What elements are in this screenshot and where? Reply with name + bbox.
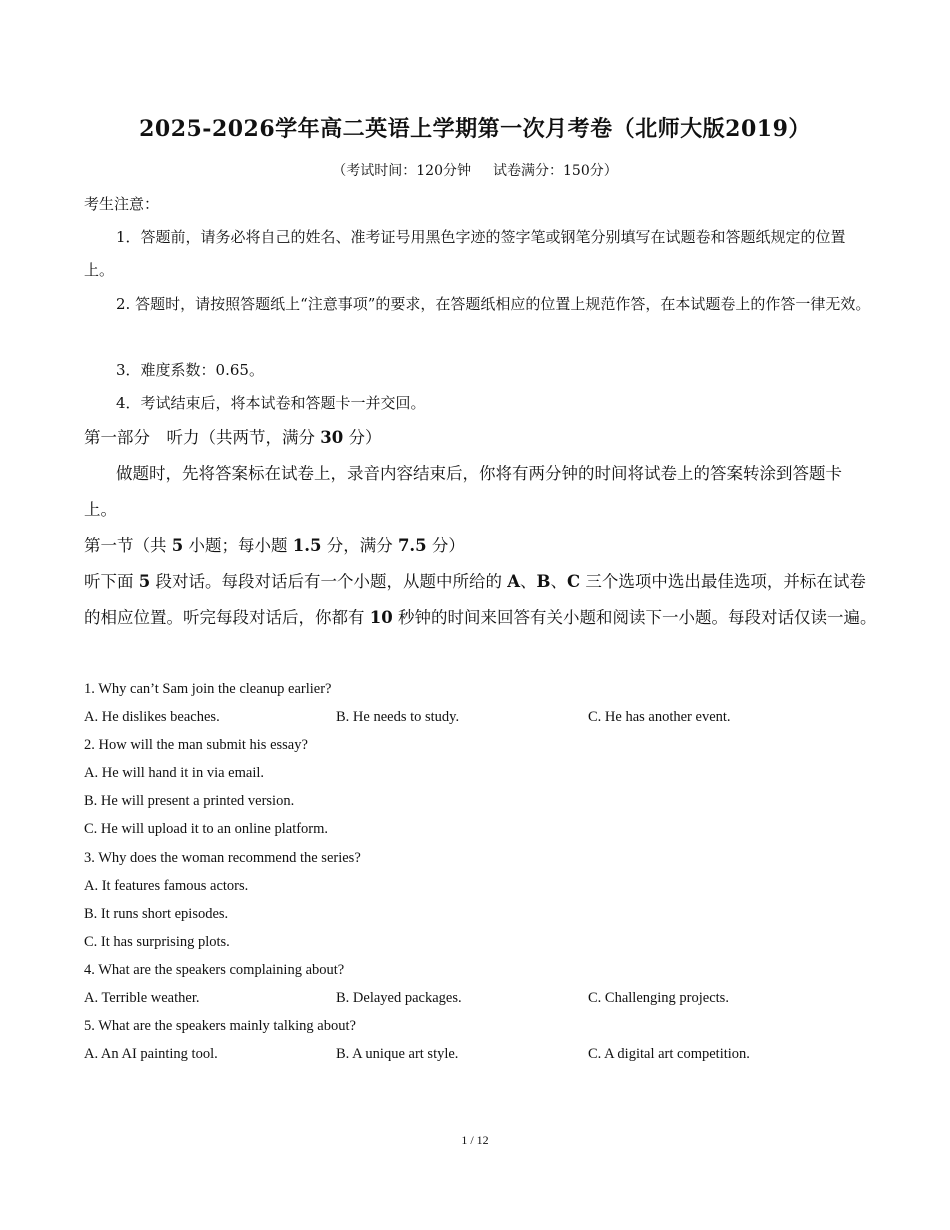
option-a[interactable]: A. An AI painting tool.: [84, 1046, 218, 1062]
exam-time: （考试时间：120分钟: [332, 163, 471, 179]
option-c[interactable]: C. A digital art competition.: [588, 1046, 750, 1062]
question-4-options: [84, 990, 884, 1010]
option-a[interactable]: A. He dislikes beaches.: [84, 709, 220, 725]
question-3: 3. Why does the woman recommend the series?: [84, 850, 361, 866]
option-c[interactable]: C. It has surprising plots.: [84, 934, 230, 950]
notice-item-1: 1．答题前，请务必将自己的姓名、准考证号用黑色字迹的签字笔或钢笔分别填写在试题卷和答题纸规定的位置上。: [84, 228, 846, 279]
question-2: 2. How will the man submit his essay?: [84, 737, 308, 753]
notice-item-3: 3．难度系数：0.65。: [116, 361, 264, 379]
section1-heading: 第一节（共 5 小题；每小题 1.5 分，满分 7.5 分）: [84, 536, 465, 555]
option-b[interactable]: B. He will present a printed version.: [84, 793, 295, 809]
section1-instructions: 听下面 5 段对话。每段对话后有一个小题，从题中所给的 A、B、C 三个选项中选出最佳选项，并标在试卷的相应位置。听完每段对话后，你都有 10 秒钟的时间来回答有关小题和阅读下一小题。每段对话仅读一遍。: [84, 572, 877, 627]
exam-info: [0, 160, 950, 180]
question-1: 1. Why can’t Sam join the cleanup earlier?: [84, 681, 332, 697]
option-c[interactable]: C. He has another event.: [588, 709, 731, 725]
page-number: 1 / 12: [461, 1133, 489, 1147]
option-c[interactable]: C. Challenging projects.: [588, 990, 729, 1006]
option-b[interactable]: B. It runs short episodes.: [84, 906, 229, 922]
question-4: 4. What are the speakers complaining about?: [84, 962, 345, 978]
exam-score: 试卷满分：150分）: [493, 163, 618, 179]
part1-heading: 第一部分 听力（共两节，满分 30 分）: [84, 428, 382, 447]
notice-item-4: 4．考试结束后，将本试卷和答题卡一并交回。: [116, 394, 426, 412]
option-a[interactable]: A. Terrible weather.: [84, 990, 200, 1006]
option-b[interactable]: B. A unique art style.: [336, 1046, 459, 1062]
question-5-options: [84, 1046, 884, 1066]
option-a[interactable]: A. It features famous actors.: [84, 878, 249, 894]
option-c[interactable]: C. He will upload it to an online platform.: [84, 821, 329, 837]
question-5: 5. What are the speakers mainly talking about?: [84, 1018, 356, 1034]
option-b[interactable]: B. He needs to study.: [336, 709, 460, 725]
question-1-options: [84, 709, 884, 729]
page-title: 2025-2026学年高二英语上学期第一次月考卷（北师大版2019）: [139, 116, 811, 142]
option-a[interactable]: A. He will hand it in via email.: [84, 765, 265, 781]
option-b[interactable]: B. Delayed packages.: [336, 990, 462, 1006]
notice-heading: 考生注意：: [84, 195, 160, 213]
notice-item-2: 2. 答题时，请按照答题纸上“注意事项”的要求，在答题纸相应的位置上规范作答，在本试题卷上的作答一律无效。: [116, 295, 871, 313]
part1-intro: 做题时，先将答案标在试卷上，录音内容结束后，你将有两分钟的时间将试卷上的答案转涂到答题卡上。: [84, 464, 842, 519]
